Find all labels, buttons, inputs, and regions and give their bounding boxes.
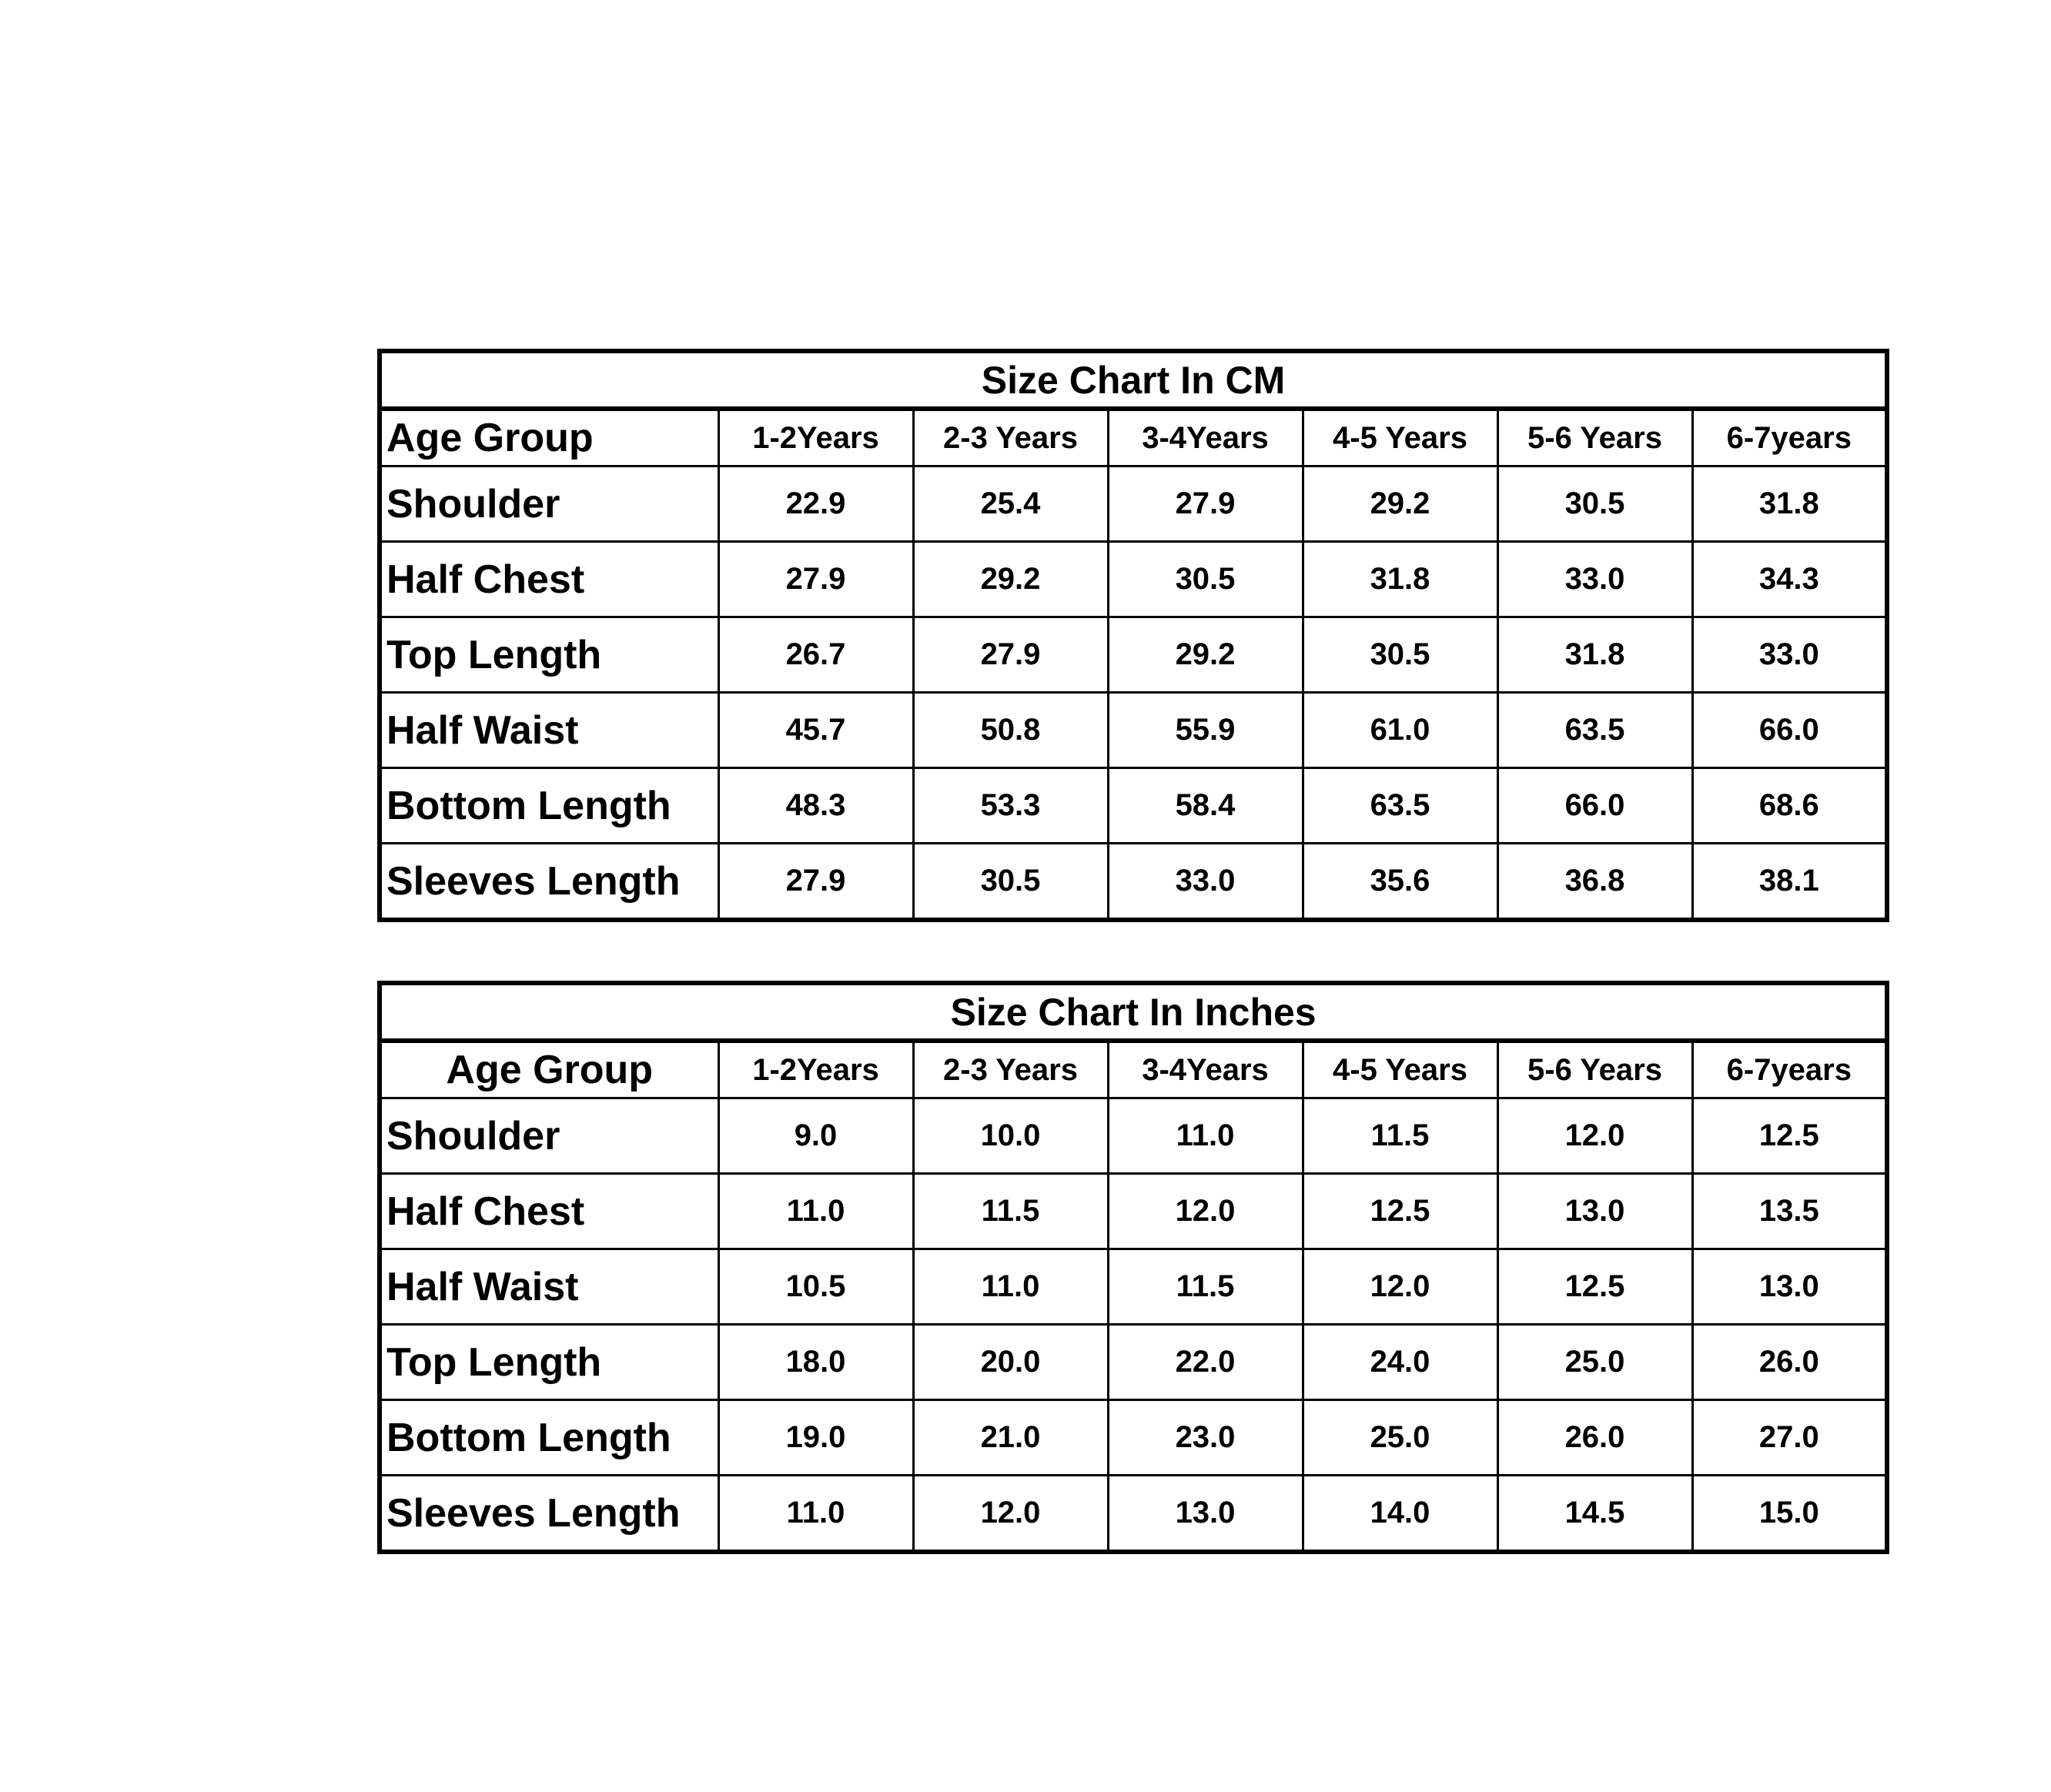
table-cell: 18.0: [718, 1325, 913, 1400]
table-cell: 11.0: [1108, 1098, 1303, 1174]
row-label: Bottom Length: [380, 768, 718, 844]
table-cell: 26.0: [1692, 1325, 1887, 1400]
table-row: [380, 1325, 1887, 1400]
column-header: 2-3 Years: [913, 409, 1108, 466]
table-cell: 11.5: [913, 1174, 1108, 1249]
column-header: 3-4Years: [1108, 1041, 1303, 1098]
table-title-row: [380, 983, 1887, 1041]
table-row: [380, 617, 1887, 693]
table-cell: 30.5: [1303, 617, 1497, 693]
table-cell: 11.0: [913, 1249, 1108, 1325]
column-header: 2-3 Years: [913, 1041, 1108, 1098]
table-cell: 10.0: [913, 1098, 1108, 1174]
table-cell: 38.1: [1692, 844, 1887, 921]
table-cell: 14.5: [1497, 1476, 1692, 1553]
row-label: Half Waist: [380, 1249, 718, 1325]
table-cell: 45.7: [718, 693, 913, 768]
table-cell: 12.0: [913, 1476, 1108, 1553]
row-label: Half Waist: [380, 693, 718, 768]
table-cell: 25.0: [1497, 1325, 1692, 1400]
table-cell: 63.5: [1497, 693, 1692, 768]
table-cell: 63.5: [1303, 768, 1497, 844]
table-row: [380, 1174, 1887, 1249]
table-title: Size Chart In CM: [380, 351, 1887, 409]
table-cell: 68.6: [1692, 768, 1887, 844]
table-cell: 31.8: [1497, 617, 1692, 693]
table-cell: 35.6: [1303, 844, 1497, 921]
table-title-row: [380, 351, 1887, 409]
table-cell: 11.0: [718, 1476, 913, 1553]
table-cell: 20.0: [913, 1325, 1108, 1400]
table-cell: 53.3: [913, 768, 1108, 844]
table-cell: 26.7: [718, 617, 913, 693]
table-row: [380, 693, 1887, 768]
table-cell: 11.0: [718, 1174, 913, 1249]
column-header: 6-7years: [1692, 409, 1887, 466]
row-label: Bottom Length: [380, 1400, 718, 1476]
row-label: Sleeves Length: [380, 844, 718, 921]
table-cell: 30.5: [1108, 542, 1303, 617]
table-cell: 58.4: [1108, 768, 1303, 844]
table-cell: 10.5: [718, 1249, 913, 1325]
table-cell: 12.0: [1497, 1098, 1692, 1174]
table-cell: 27.9: [718, 542, 913, 617]
table-cell: 55.9: [1108, 693, 1303, 768]
row-label: Half Chest: [380, 1174, 718, 1249]
table-cell: 29.2: [1108, 617, 1303, 693]
table-cell: 48.3: [718, 768, 913, 844]
table-cell: 66.0: [1497, 768, 1692, 844]
column-header: 3-4Years: [1108, 409, 1303, 466]
table-cell: 12.0: [1303, 1249, 1497, 1325]
table-cell: 13.0: [1497, 1174, 1692, 1249]
table-cell: 31.8: [1303, 542, 1497, 617]
table-cell: 26.0: [1497, 1400, 1692, 1476]
table-cell: 30.5: [913, 844, 1108, 921]
table-cell: 9.0: [718, 1098, 913, 1174]
table-cell: 12.5: [1692, 1098, 1887, 1174]
table-cell: 27.9: [718, 844, 913, 921]
table-cell: 29.2: [1303, 466, 1497, 542]
table-cell: 21.0: [913, 1400, 1108, 1476]
table-cell: 12.5: [1303, 1174, 1497, 1249]
table-cell: 27.9: [1108, 466, 1303, 542]
column-header: 5-6 Years: [1497, 1041, 1692, 1098]
table-cell: 23.0: [1108, 1400, 1303, 1476]
table-cell: 22.0: [1108, 1325, 1303, 1400]
row-label: Shoulder: [380, 466, 718, 542]
row-label: Shoulder: [380, 1098, 718, 1174]
table-cell: 13.5: [1692, 1174, 1887, 1249]
table-cell: 31.8: [1692, 466, 1887, 542]
row-label: Top Length: [380, 1325, 718, 1400]
table-row: [380, 1098, 1887, 1174]
table-cell: 15.0: [1692, 1476, 1887, 1553]
table-cell: 25.4: [913, 466, 1108, 542]
column-header: 1-2Years: [718, 409, 913, 466]
table-cell: 22.9: [718, 466, 913, 542]
row-label: Half Chest: [380, 542, 718, 617]
table-cell: 66.0: [1692, 693, 1887, 768]
column-header: 4-5 Years: [1303, 409, 1497, 466]
table-cell: 12.5: [1497, 1249, 1692, 1325]
size-chart-inches-table: [377, 981, 1889, 1554]
table-cell: 24.0: [1303, 1325, 1497, 1400]
table-header-row: [380, 1041, 1887, 1098]
table-cell: 27.0: [1692, 1400, 1887, 1476]
table-row: [380, 1249, 1887, 1325]
table-cell: 11.5: [1303, 1098, 1497, 1174]
table-title: Size Chart In Inches: [380, 983, 1887, 1041]
table-cell: 36.8: [1497, 844, 1692, 921]
column-header: 6-7years: [1692, 1041, 1887, 1098]
table-cell: 34.3: [1692, 542, 1887, 617]
table-row: [380, 542, 1887, 617]
table-cell: 12.0: [1108, 1174, 1303, 1249]
table-cell: 13.0: [1692, 1249, 1887, 1325]
table-row: [380, 1476, 1887, 1553]
column-header: 5-6 Years: [1497, 409, 1692, 466]
table-cell: 33.0: [1108, 844, 1303, 921]
table-row: [380, 466, 1887, 542]
table-cell: 13.0: [1108, 1476, 1303, 1553]
table-row: [380, 768, 1887, 844]
table-header-row: [380, 409, 1887, 466]
header-label: Age Group: [380, 409, 718, 466]
column-header: 4-5 Years: [1303, 1041, 1497, 1098]
table-cell: 11.5: [1108, 1249, 1303, 1325]
row-label: Top Length: [380, 617, 718, 693]
table-row: [380, 844, 1887, 921]
table-cell: 33.0: [1497, 542, 1692, 617]
row-label: Sleeves Length: [380, 1476, 718, 1553]
size-chart-cm-table: [377, 349, 1889, 922]
table-cell: 30.5: [1497, 466, 1692, 542]
header-label: Age Group: [380, 1041, 718, 1098]
table-cell: 19.0: [718, 1400, 913, 1476]
table-row: [380, 1400, 1887, 1476]
table-cell: 27.9: [913, 617, 1108, 693]
table-cell: 14.0: [1303, 1476, 1497, 1553]
table-cell: 50.8: [913, 693, 1108, 768]
table-cell: 25.0: [1303, 1400, 1497, 1476]
table-cell: 29.2: [913, 542, 1108, 617]
table-cell: 61.0: [1303, 693, 1497, 768]
column-header: 1-2Years: [718, 1041, 913, 1098]
table-cell: 33.0: [1692, 617, 1887, 693]
